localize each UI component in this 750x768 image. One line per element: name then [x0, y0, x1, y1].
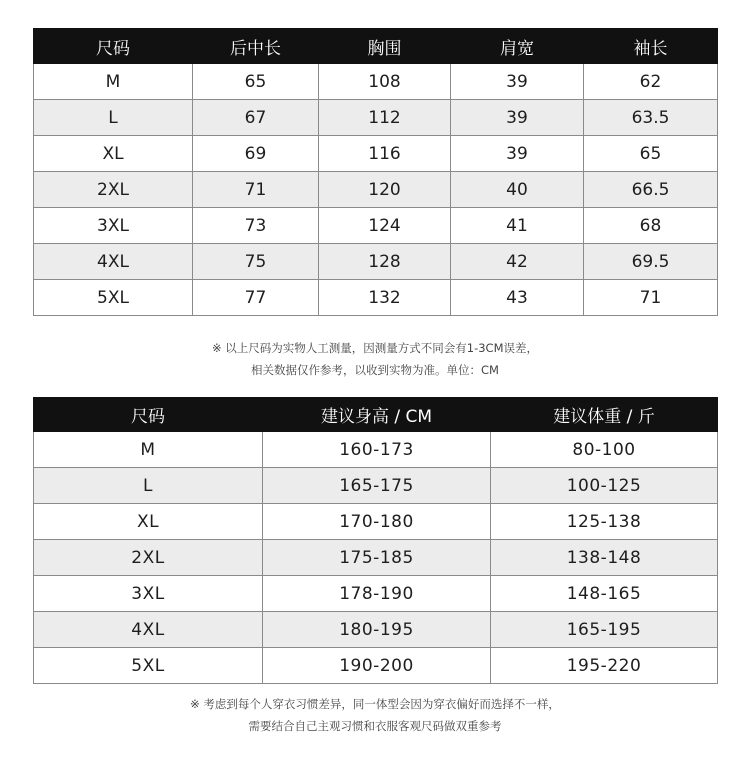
header-size: 尺码	[34, 398, 263, 432]
table-cell: 132	[319, 280, 451, 316]
header-size: 尺码	[34, 29, 193, 64]
table-cell: 77	[193, 280, 319, 316]
table-row	[34, 64, 718, 100]
table-row	[34, 432, 718, 468]
table-cell: M	[34, 64, 193, 100]
table-cell: 160-173	[263, 432, 491, 468]
table-row	[34, 576, 718, 612]
table-cell: 128	[319, 244, 451, 280]
note-line: 相关数据仅作参考，以收到实物为准。单位：CM	[251, 363, 499, 377]
table-cell: 100-125	[491, 468, 718, 504]
table-cell: XL	[34, 136, 193, 172]
table-row	[34, 468, 718, 504]
table-cell: 170-180	[263, 504, 491, 540]
table-cell: 3XL	[34, 208, 193, 244]
table-cell: 125-138	[491, 504, 718, 540]
table-row	[34, 280, 718, 316]
table-cell: 39	[451, 100, 584, 136]
table-cell: 2XL	[34, 172, 193, 208]
table-cell: 195-220	[491, 648, 718, 684]
table-cell: 3XL	[34, 576, 263, 612]
table-cell: 39	[451, 64, 584, 100]
garment-size-table	[33, 28, 718, 316]
table-cell: 67	[193, 100, 319, 136]
table-cell: 4XL	[34, 244, 193, 280]
table-row	[34, 136, 718, 172]
table-cell: 2XL	[34, 540, 263, 576]
table-cell: 41	[451, 208, 584, 244]
header-chest: 胸围	[319, 29, 451, 64]
table-header-row	[34, 29, 718, 64]
measurement-note	[0, 337, 750, 381]
note-line: 需要结合自己主观习惯和衣服客观尺码做双重参考	[248, 719, 502, 733]
table-cell: 120	[319, 172, 451, 208]
table-row	[34, 648, 718, 684]
table-row	[34, 208, 718, 244]
table-cell: 40	[451, 172, 584, 208]
table-cell: 42	[451, 244, 584, 280]
table-cell: 66.5	[584, 172, 718, 208]
table-cell: 5XL	[34, 648, 263, 684]
header-weight: 建议体重 / 斤	[491, 398, 718, 432]
table-cell: 75	[193, 244, 319, 280]
header-shoulder: 肩宽	[451, 29, 584, 64]
table-row	[34, 244, 718, 280]
table-cell: 178-190	[263, 576, 491, 612]
header-back-length: 后中长	[193, 29, 319, 64]
fit-recommendation-table	[33, 397, 718, 684]
table-cell: 5XL	[34, 280, 193, 316]
table-cell: 190-200	[263, 648, 491, 684]
table-cell: 69	[193, 136, 319, 172]
table-cell: 175-185	[263, 540, 491, 576]
table-cell: 43	[451, 280, 584, 316]
table-cell: 39	[451, 136, 584, 172]
header-sleeve: 袖长	[584, 29, 718, 64]
table-cell: 65	[193, 64, 319, 100]
table-cell: 124	[319, 208, 451, 244]
table-cell: 62	[584, 64, 718, 100]
table-cell: L	[34, 100, 193, 136]
table-cell: XL	[34, 504, 263, 540]
table-cell: 180-195	[263, 612, 491, 648]
table-cell: 68	[584, 208, 718, 244]
table-cell: 69.5	[584, 244, 718, 280]
table-cell: 71	[584, 280, 718, 316]
note-line: ※ 以上尺码为实物人工测量，因测量方式不同会有1-3CM误差，	[211, 341, 539, 355]
table-cell: 165-175	[263, 468, 491, 504]
table-row	[34, 540, 718, 576]
table-row	[34, 504, 718, 540]
table-cell: 165-195	[491, 612, 718, 648]
table-row	[34, 100, 718, 136]
table-cell: 63.5	[584, 100, 718, 136]
table-cell: L	[34, 468, 263, 504]
header-height: 建议身高 / CM	[263, 398, 491, 432]
table-cell: 148-165	[491, 576, 718, 612]
table-cell: 71	[193, 172, 319, 208]
table-row	[34, 172, 718, 208]
table-cell: 4XL	[34, 612, 263, 648]
table-cell: 138-148	[491, 540, 718, 576]
table-cell: 116	[319, 136, 451, 172]
table-cell: M	[34, 432, 263, 468]
table-header-row	[34, 398, 718, 432]
table-cell: 80-100	[491, 432, 718, 468]
table-cell: 108	[319, 64, 451, 100]
table-cell: 112	[319, 100, 451, 136]
table-row	[34, 612, 718, 648]
table-cell: 65	[584, 136, 718, 172]
note-line: ※ 考虑到每个人穿衣习惯差异，同一体型会因为穿衣偏好而选择不一样，	[190, 697, 560, 711]
fit-note	[0, 693, 750, 737]
table-cell: 73	[193, 208, 319, 244]
